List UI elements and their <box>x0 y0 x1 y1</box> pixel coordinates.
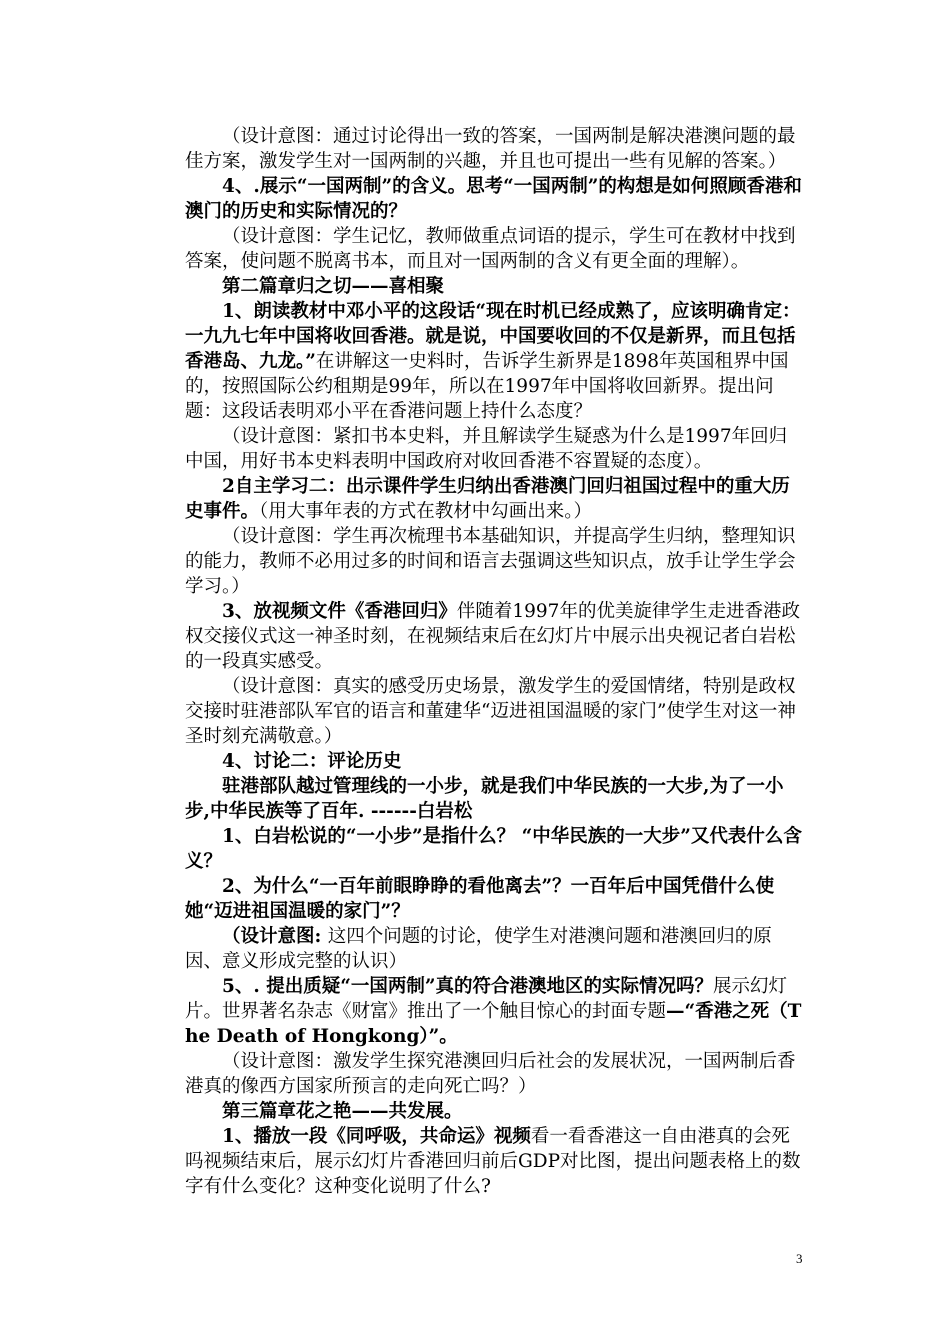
text-run: 1、播放一段《同呼吸，共命运》视频 <box>222 1126 531 1147</box>
paragraph-design-note <box>185 524 805 599</box>
paragraph-discussion-heading <box>185 749 805 774</box>
text-run: （设计意图：紧扣书本史料，并且解读学生疑惑为什么是1997年回归中国，用好书本史料表明中国政府对收回香港不容置疑的态度）。 <box>185 426 788 472</box>
text-run: 2自主学习二：出示课件学生归纳出香港澳门回归祖国过程中的重大历史事件。 <box>185 476 790 522</box>
text-run: 5、. 提出质疑“一国两制”真的符合港澳地区的实际情况吗？ <box>222 976 714 997</box>
text-run: （用大事年表的方式在教材中勾画出来。） <box>259 501 593 522</box>
paragraph-design-note <box>185 674 805 749</box>
text-run: 1、朗读教材中邓小平的这段话“现在时机已经成熟了，应该明确肯定：一九九七年中国将收回香港。就是说，中国要收回的不仅是新界，而且包括香港岛、九龙。” <box>185 301 801 372</box>
text-run: 看一看香港这一自由港真的会死吗视频结束后，展示幻灯片香港回归前后GDP对比图，提出问题表格上的数字有什么变化？这种变化说明了什么? <box>185 1126 801 1197</box>
text-run: 伴随着1997年的优美旋律学生走进香港政权交接仪式这一神圣时刻，在视频结束后在幻灯片中展示出央视记者白岩松的一段真实感受。 <box>185 601 800 672</box>
text-run: 3、放视频文件《香港回归》 <box>222 601 457 622</box>
text-run: 这四个问题的讨论，使学生对港澳问题和港澳回归的原因、意义形成完整的认识） <box>185 926 772 972</box>
text-run: —“香港之死（The Death of Hongkong）”。 <box>185 1001 802 1047</box>
text-run: 第三篇章花之艳——共发展。 <box>222 1101 463 1122</box>
text-run: 在讲解这一史料时，告诉学生新界是1898年英国租界中国的，按照国际公约租期是99年，所以在1997年中国将收回新界。提出问题：这段话表明邓小平在香港问题上持什么态度？ <box>185 351 789 422</box>
paragraph-quote <box>185 774 805 824</box>
paragraph-section-heading <box>185 274 805 299</box>
text-run: 4、.展示“一国两制”的含义。思考“一国两制”的构想是如何照顾香港和澳门的历史和实际情况的？ <box>185 176 802 222</box>
paragraph-video-item <box>185 599 805 674</box>
text-run: （设计意图：真实的感受历史场景，激发学生的爱国情绪，特别是政权交接时驻港部队军官的语言和董建华“迈进祖国温暖的家门”使学生对这一神圣时刻充满敬意。） <box>185 676 796 747</box>
text-run: 展示幻灯片。世界著名杂志《财富》推出了一个触目惊心的封面专题 <box>185 976 788 1022</box>
paragraph-video-item <box>185 1124 805 1199</box>
text-run: 2、为什么“一百年前眼睁睁的看他离去”？一百年后中国凭借什么使她“迈进祖国温暖的家门”？ <box>185 876 775 922</box>
text-run: （设计意图：激发学生探究港澳回归后社会的发展状况，一国两制后香港真的像西方国家所预言的走向死亡吗？） <box>185 1051 796 1097</box>
text-run: 1、白岩松说的“一小步”是指什么？ “中华民族的一大步”又代表什么含义？ <box>185 826 802 872</box>
paragraph-question <box>185 824 805 874</box>
paragraph-design-note <box>185 924 805 974</box>
body-text <box>185 124 805 1199</box>
text-run: 第二篇章归之切——喜相聚 <box>222 276 445 297</box>
paragraph-design-note <box>185 1049 805 1099</box>
paragraph-design-note <box>185 124 805 174</box>
paragraph-self-study-item <box>185 474 805 524</box>
paragraph-design-note <box>185 424 805 474</box>
paragraph-heading-item <box>185 174 805 224</box>
text-run: （设计意图：通过讨论得出一致的答案，一国两制是解决港澳问题的最佳方案，激发学生对一国两制的兴趣，并且也可提出一些有见解的答案。） <box>185 126 796 172</box>
paragraph-question-item <box>185 974 805 1049</box>
page-number: 3 <box>796 1251 803 1266</box>
paragraph-section-heading <box>185 1099 805 1124</box>
text-run: 4、讨论二：评论历史 <box>222 751 402 772</box>
paragraph-reading-item <box>185 299 805 424</box>
text-run: （设计意图: <box>222 926 328 947</box>
text-run: （设计意图：学生记忆，教师做重点词语的提示，学生可在教材中找到答案，使问题不脱离书本，而且对一国两制的含义有更全面的理解）。 <box>185 226 796 272</box>
paragraph-question <box>185 874 805 924</box>
text-run: （设计意图：学生再次梳理书本基础知识，并提高学生归纳，整理知识的能力，教师不必用过多的时间和语言去强调这些知识点，放手让学生学会学习。） <box>185 526 796 597</box>
paragraph-design-note <box>185 224 805 274</box>
text-run: 驻港部队越过管理线的一小步，就是我们中华民族的一大步,为了一小步,中华民族等了百年. ------白岩松 <box>185 776 784 822</box>
